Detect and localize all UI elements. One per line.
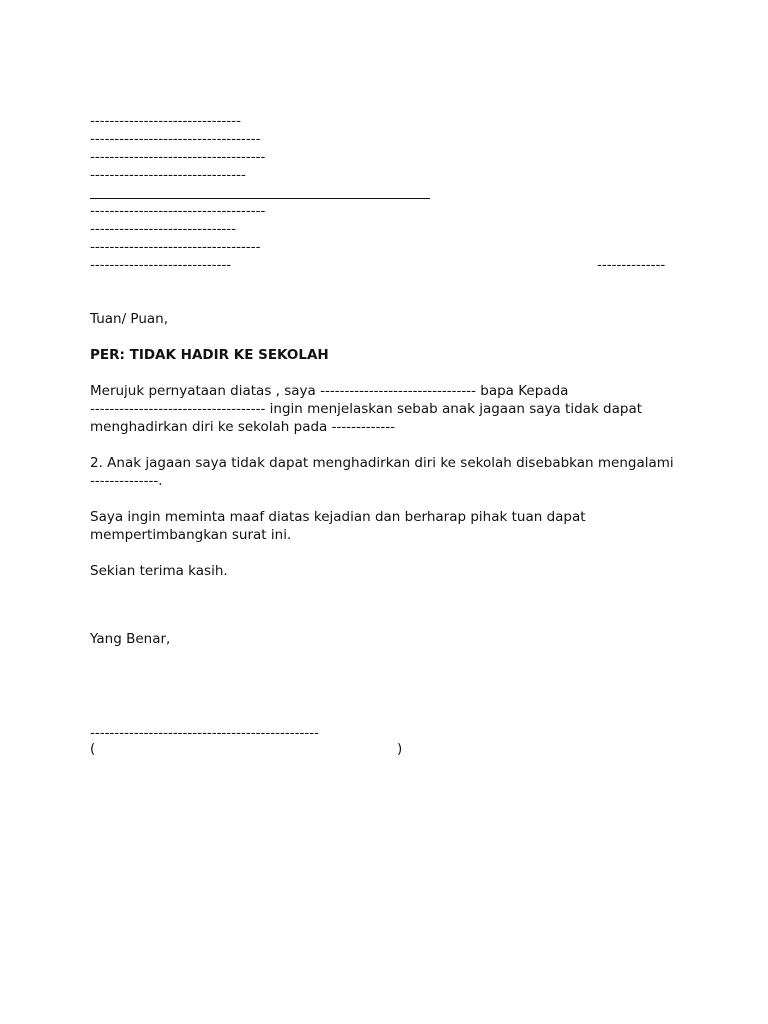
paragraph-2-line-1: 2. Anak jagaan saya tidak dapat menghadirkan diri ke sekolah disebabkan mengalami — [90, 455, 674, 471]
paragraph-2-line-2: --------------. — [90, 473, 163, 489]
salutation: Tuan/ Puan, — [90, 311, 169, 327]
address-line-3: ------------------------------------ — [90, 149, 266, 165]
sign-off: Yang Benar, — [90, 631, 171, 647]
signature-line: ----------------------------------------------- — [90, 725, 319, 741]
address-line-2: ----------------------------------- — [90, 131, 261, 147]
recipient-line-4: ----------------------------- — [90, 257, 232, 273]
address-line-4: -------------------------------- — [90, 167, 246, 183]
name-paren-open: ( — [90, 741, 96, 757]
paragraph-3-line-1: Saya ingin meminta maaf diatas kejadian dan berharap pihak tuan dapat — [90, 509, 586, 525]
recipient-line-3: ----------------------------------- — [90, 239, 261, 255]
closing-text: Sekian terima kasih. — [90, 563, 228, 579]
subject-line: PER: TIDAK HADIR KE SEKOLAH — [90, 347, 329, 363]
paragraph-1-line-1: Merujuk pernyataan diatas , saya -------------------------------- bapa Kepada — [90, 383, 569, 399]
paragraph-1-line-3: menghadirkan diri ke sekolah pada ------------- — [90, 419, 395, 435]
name-paren-close: ) — [397, 741, 403, 757]
paragraph-3-line-2: mempertimbangkan surat ini. — [90, 527, 292, 543]
address-line-1: ------------------------------- — [90, 113, 242, 129]
date-field: -------------- — [597, 257, 666, 273]
recipient-line-2: ------------------------------ — [90, 221, 237, 237]
recipient-line-1: ------------------------------------ — [90, 203, 266, 219]
paragraph-1-line-2: ------------------------------------ ingin menjelaskan sebab anak jagaan saya tidak dapat — [90, 401, 643, 417]
separator-line — [90, 198, 430, 199]
